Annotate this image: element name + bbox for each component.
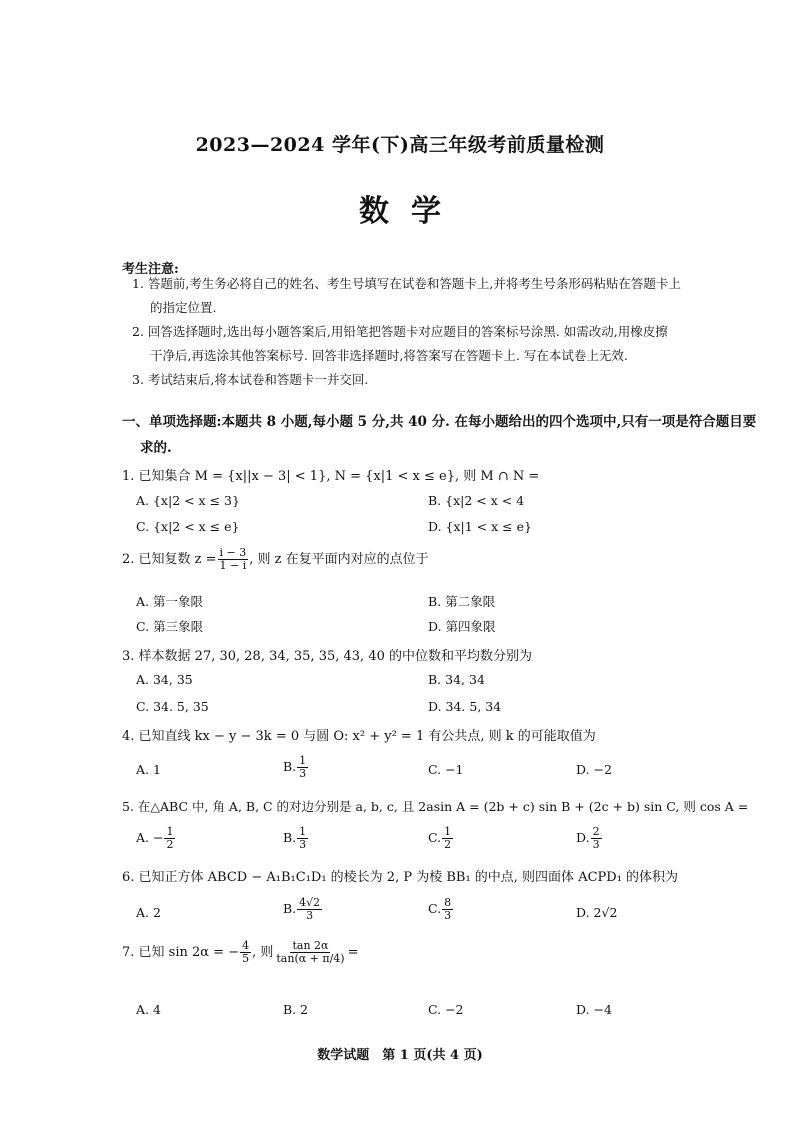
q3-option-c: C. 34. 5, 35 [136, 699, 209, 714]
q1-option-c: C. {x|2 < x ≤ e} [136, 519, 240, 534]
section-heading [122, 409, 772, 461]
q4-option-d: D. −2 [576, 762, 612, 777]
q2-stem-pre: 2. 已知复数 z = [122, 552, 217, 567]
q5-option-b [283, 826, 309, 851]
q7-main-den: tan(α + π/4) [276, 952, 345, 965]
q3-option-d: D. 34. 5, 34 [428, 699, 502, 714]
q5-option-c-den: 2 [444, 838, 452, 851]
q4-option-b-den: 3 [299, 767, 307, 780]
q5-option-c-frac [442, 826, 453, 851]
q5-option-a-den: 2 [166, 838, 174, 851]
notice-heading: 考生注意: [122, 262, 179, 277]
q3-option-b: B. 34, 34 [428, 672, 485, 687]
q7-stem-post: = [347, 945, 359, 960]
q6-option-b-den: 3 [306, 909, 314, 922]
q2-option-d: D. 第四象限 [428, 619, 496, 634]
q5-option-a [136, 826, 176, 851]
q5-option-d-frac [591, 826, 602, 851]
q4-option-b-num: 1 [299, 754, 307, 767]
q7-main-frac [274, 940, 346, 965]
q6-option-c-frac [442, 897, 453, 922]
q4-option-a: A. 1 [136, 762, 161, 777]
q6-stem: 6. 已知正方体 ABCD − A₁B₁C₁D₁ 的棱长为 2, P 为棱 BB₁ 的中点, 则四面体 ACPD₁ 的体积为 [122, 870, 679, 885]
q5-option-b-label: B. [283, 830, 297, 845]
notice-line-4: 干净后,再选涂其他答案标号. 回答非选择题时,将答案写在答题卡上. 写在本试卷上无效. [150, 348, 628, 363]
q6-option-a: A. 2 [136, 905, 161, 920]
q4-option-b [283, 755, 309, 780]
q5-stem: 5. 在△ABC 中, 角 A, B, C 的对边分别是 a, b, c, 且 2asin A = (2b + c) sin B + (2c + b) sin C, 则 cos A = [122, 799, 749, 814]
q5-option-a-frac [164, 826, 175, 851]
q1-option-a: A. {x|2 < x ≤ 3} [136, 493, 240, 508]
q6-option-b [283, 897, 323, 922]
notice-line-1: 1. 答题前,考生务必将自己的姓名、考生号填写在试卷和答题卡上,并将考生号条形码粘贴在答题卡上 [132, 276, 681, 291]
notice-line-2: 的指定位置. [150, 300, 217, 315]
page-footer: 数学试题 第 1 页(共 4 页) [317, 1048, 483, 1063]
q5-option-c-num: 1 [444, 825, 452, 838]
q7-k-frac [240, 940, 251, 965]
q5-option-d [576, 826, 603, 851]
notice-line-5: 3. 考试结束后,将本试卷和答题卡一并交回. [132, 372, 369, 387]
q5-option-d-den: 3 [592, 838, 600, 851]
q7-k-den: 5 [242, 952, 250, 965]
q7-stem-mid: , 则 [252, 945, 274, 960]
notice-line-3: 2. 回答选择题时,选出每小题答案后,用铅笔把答题卡对应题目的答案标号涂黑. 如需改动,用橡皮擦 [132, 324, 668, 339]
q7-stem-pre: 7. 已知 sin 2α = − [122, 945, 240, 960]
q7-option-d: D. −4 [576, 1002, 612, 1017]
q7-option-a: A. 4 [136, 1002, 161, 1017]
subject-title: 数学 [359, 194, 463, 229]
q7-option-c: C. −2 [428, 1002, 464, 1017]
q1-stem: 1. 已知集合 M = {x||x − 3| < 1}, N = {x|1 < x ≤ e}, 则 M ∩ N = [122, 469, 540, 484]
q6-option-d: D. 2√2 [576, 905, 618, 920]
q5-option-a-label: A. − [136, 830, 164, 845]
q6-option-c [428, 897, 454, 922]
q3-stem: 3. 样本数据 27, 30, 28, 34, 35, 35, 43, 40 的中位数和平均数分别为 [122, 649, 532, 664]
q5-option-c [428, 826, 454, 851]
q1-option-d: D. {x|1 < x ≤ e} [428, 519, 532, 534]
q6-option-c-num: 8 [444, 896, 452, 909]
q4-option-c: C. −1 [428, 762, 464, 777]
q2-stem [122, 547, 429, 572]
q2-option-a: A. 第一象限 [136, 594, 203, 609]
q6-option-b-label: B. [283, 901, 297, 916]
q2-fraction-den: 1 − i [219, 559, 247, 572]
q7-stem [122, 940, 359, 965]
q4-stem: 4. 已知直线 kx − y − 3k = 0 与圆 O: x² + y² = 1 有公共点, 则 k 的可能取值为 [122, 729, 596, 744]
exam-title: 2023—2024 学年(下)高三年级考前质量检测 [195, 134, 605, 156]
q2-fraction-num: i − 3 [219, 546, 247, 559]
q5-option-d-label: D. [576, 830, 590, 845]
q6-option-c-label: C. [428, 901, 442, 916]
q4-option-b-label: B. [283, 759, 297, 774]
q5-option-b-num: 1 [299, 825, 307, 838]
q5-option-c-label: C. [428, 830, 442, 845]
q6-option-c-den: 3 [444, 909, 452, 922]
q5-option-d-num: 2 [592, 825, 600, 838]
q1-option-b: B. {x|2 < x < 4 [428, 493, 525, 508]
q5-option-b-den: 3 [299, 838, 307, 851]
q6-option-b-num: 4√2 [299, 896, 321, 909]
q2-option-b: B. 第二象限 [428, 594, 496, 609]
section-line-1: 一、单项选择题:本题共 8 小题,每小题 5 分,共 40 分. 在每小题给出的四个选项中,只有一项是符合题目要 [122, 414, 757, 430]
q6-option-b-frac [297, 897, 322, 922]
q5-option-a-num: 1 [166, 825, 174, 838]
q2-option-c: C. 第三象限 [136, 619, 204, 634]
q2-stem-post: , 则 z 在复平面内对应的点位于 [249, 552, 429, 567]
q2-fraction [218, 547, 249, 572]
q7-main-num: tan 2α [292, 939, 329, 952]
q7-k-num: 4 [242, 939, 250, 952]
q3-option-a: A. 34, 35 [136, 672, 193, 687]
q7-option-b: B. 2 [283, 1002, 309, 1017]
section-line-2: 求的. [140, 440, 172, 456]
q4-option-b-frac [297, 755, 308, 780]
q5-option-b-frac [297, 826, 308, 851]
